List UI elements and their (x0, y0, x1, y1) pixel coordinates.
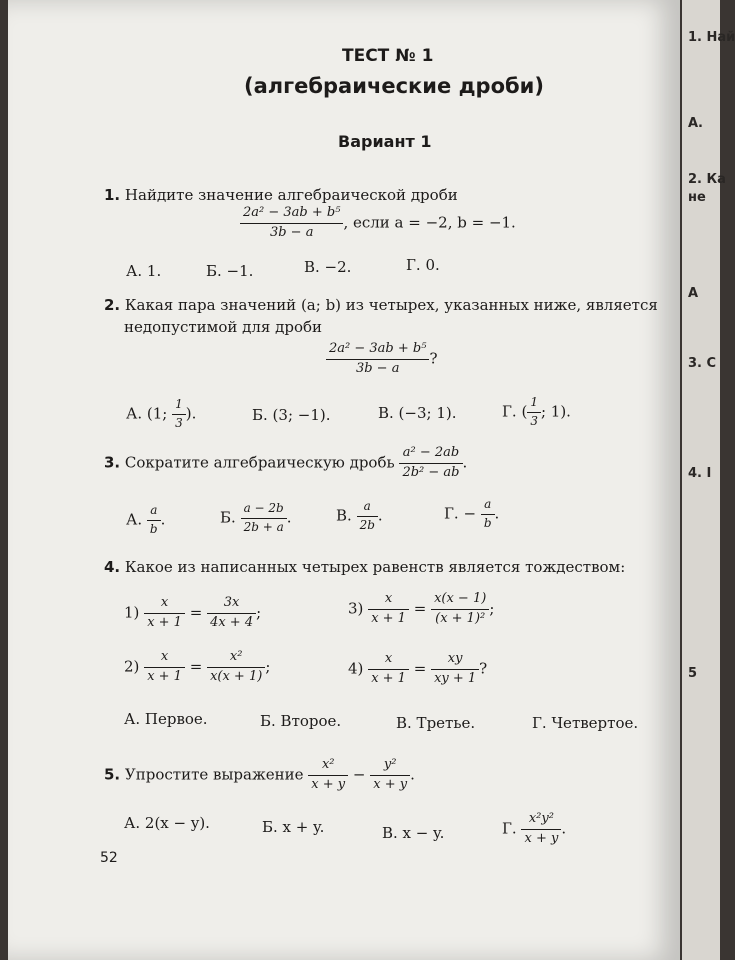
question-2-expression (326, 342, 437, 377)
side-text: 2. Ка (688, 172, 726, 187)
fraction (368, 652, 409, 687)
denominator: x(x + 1) (210, 668, 263, 684)
answer-suffix: . (286, 508, 292, 527)
question-3 (104, 446, 467, 481)
denominator: (x + 1)² (435, 610, 486, 626)
numerator: 1 (172, 398, 186, 415)
fraction (370, 758, 410, 793)
answer-suffix: ; 1). (540, 402, 571, 421)
question-1 (104, 186, 458, 204)
test-topic: (алгебраические дроби) (244, 74, 544, 98)
numerator: y² (370, 758, 410, 776)
equality-label: 4) (348, 659, 364, 678)
answer-suffix: . (160, 510, 166, 529)
fraction (481, 498, 495, 531)
denominator: x + 1 (371, 610, 406, 626)
numerator: x(x − 1) (431, 592, 489, 610)
answer-label: А. (126, 510, 143, 529)
question-text: Сократите алгебраическую дробь (124, 453, 395, 472)
answer-label: Г. (502, 819, 517, 838)
numerator: 2a² − 3ab + b⁵ (240, 206, 343, 224)
equality-label: 1) (124, 603, 140, 622)
q3-answer-b (220, 502, 292, 535)
denominator: x + y (524, 830, 559, 846)
answer-label: Б. (220, 508, 236, 527)
q2-answer-d (502, 396, 571, 429)
fraction (326, 342, 429, 377)
q5-answer-d (502, 812, 566, 847)
q5-answer-b: Б. x + y. (262, 818, 325, 836)
q4-equality-2: 2) $\frac{x}{x + 1}$ = $\frac{\text{x²}}{x(x + 1)}$ ; (124, 649, 271, 684)
minus-sign: − (352, 765, 366, 784)
denominator: 4x + 4 (210, 614, 254, 630)
numerator: a (357, 500, 378, 517)
side-text: А (688, 286, 699, 301)
question-number: 4. (104, 558, 121, 576)
question-number: 2. (104, 296, 121, 314)
fraction (207, 596, 256, 631)
question-number: 3. (104, 453, 121, 472)
page-number: 52 (100, 850, 118, 866)
denominator: 3b − a (269, 224, 314, 240)
numerator: x² (207, 650, 265, 668)
numerator: a² − 2ab (399, 446, 462, 464)
numerator: 3x (207, 596, 256, 614)
period: . (410, 765, 415, 784)
side-text: 4. I (688, 466, 712, 481)
denominator: x + 1 (147, 668, 182, 684)
test-title: ТЕСТ № 1 (342, 46, 434, 66)
denominator: 2b² − ab (402, 464, 460, 480)
numerator: x (368, 652, 409, 670)
side-text: 5 (688, 666, 698, 681)
numerator: x (368, 592, 409, 610)
q4-equality-1: 1) $\frac{x}{x + 1}$ = $\frac{3x}{4x + 4}$ ; (124, 595, 262, 630)
answer-suffix: ). (185, 404, 197, 423)
denominator: 3 (175, 415, 183, 430)
numerator: x (144, 650, 185, 668)
q1-answer-a: А. 1. (126, 262, 162, 280)
denominator: x + 1 (371, 670, 406, 686)
fraction (144, 596, 185, 631)
fraction (527, 396, 541, 429)
numerator: 2a² − 3ab + b⁵ (326, 342, 429, 360)
fraction (144, 650, 185, 685)
q5-answer-c: В. x − y. (382, 824, 445, 842)
denominator: b (149, 521, 158, 536)
question-1-expression (240, 206, 516, 241)
question-4 (104, 558, 625, 576)
period: . (462, 453, 468, 472)
q3-answer-d (444, 498, 499, 531)
numerator: x²y² (521, 812, 561, 830)
fraction (240, 206, 343, 241)
numerator: a − 2b (241, 502, 287, 519)
textbook-page (8, 0, 680, 960)
fraction (357, 500, 378, 533)
equality-suffix: ; (489, 599, 495, 618)
numerator: xy (431, 652, 479, 670)
denominator: x + y (311, 776, 346, 792)
q4-equality-3: 3) $\frac{x}{x + 1}$ = $\frac{x(x - 1)}{\text{(x + 1)²}}$ ; (348, 591, 495, 626)
question-mark: ? (429, 349, 438, 368)
q4-equality-4: 4) $\frac{x}{x + 1}$ = $\frac{xy}{xy + 1}$ ? (348, 651, 488, 686)
side-text: 3. С (688, 356, 717, 371)
question-5 (104, 758, 415, 793)
answer-prefix: Г. ( (502, 402, 528, 421)
fraction (399, 446, 462, 481)
question-number: 5. (104, 765, 121, 784)
equality-label: 3) (348, 599, 364, 618)
fraction (308, 758, 348, 793)
numerator: a (481, 498, 495, 515)
equality-suffix: ? (479, 659, 488, 678)
denominator: 3 (530, 413, 538, 428)
answer-suffix: . (494, 504, 500, 523)
numerator: 1 (527, 396, 541, 413)
q2-answer-c: В. (−3; 1). (378, 404, 457, 422)
denominator: x + y (373, 776, 408, 792)
denominator: 2b (359, 517, 375, 532)
equality-suffix: ; (265, 657, 271, 676)
q4-answer-b: Б. Второе. (260, 712, 342, 730)
denominator: xy + 1 (434, 670, 477, 686)
denominator: 3b − a (355, 360, 400, 376)
side-text: А. (688, 116, 703, 131)
q4-answer-c: В. Третье. (396, 714, 476, 732)
answer-label: В. (336, 506, 352, 525)
side-text: не (688, 190, 706, 205)
answer-suffix: . (561, 819, 567, 838)
q2-answer-b: Б. (3; −1). (252, 406, 331, 424)
fraction (431, 652, 479, 687)
question-number: 1. (104, 186, 121, 204)
adjacent-page (682, 0, 735, 960)
equality-suffix: ; (256, 603, 262, 622)
answer-prefix: А. (1; (126, 404, 168, 423)
q1-answer-d: Г. 0. (406, 256, 440, 274)
q1-answer-b: Б. −1. (206, 262, 254, 280)
fraction (521, 812, 561, 847)
bleed-through-text (480, 0, 640, 740)
q3-answer-a (126, 504, 165, 537)
denominator: 2b + a (243, 519, 284, 534)
question-2 (104, 296, 658, 314)
question-text-line1: Какая пара значений (a; b) из четырех, указанных ниже, является (124, 296, 658, 314)
q2-answer-a (126, 398, 196, 431)
fraction (147, 504, 161, 537)
question-2-line2: недопустимой для дроби (124, 318, 323, 336)
question-text: Упростите выражение (124, 765, 304, 784)
q3-answer-c (336, 500, 383, 533)
side-text: 1. Най (688, 30, 735, 45)
numerator: x² (308, 758, 348, 776)
q5-answer-a: А. 2(x − y). (124, 814, 210, 832)
fraction (241, 502, 287, 535)
answer-label: Г. − (444, 504, 477, 523)
q1-answer-c: В. −2. (304, 258, 352, 276)
fraction (431, 592, 489, 627)
numerator: a (147, 504, 161, 521)
condition: , если a = −2, b = −1. (343, 213, 516, 232)
numerator: x (144, 596, 185, 614)
q4-answer-d: Г. Четвертое. (532, 714, 639, 732)
equality-label: 2) (124, 657, 140, 676)
answer-suffix: . (377, 506, 383, 525)
fraction (368, 592, 409, 627)
denominator: x + 1 (147, 614, 182, 630)
q4-answer-a: А. Первое. (124, 710, 208, 728)
fraction (172, 398, 186, 431)
denominator: b (483, 515, 492, 530)
fraction (207, 650, 265, 685)
question-text: Найдите значение алгебраической дроби (124, 186, 458, 204)
variant-heading: Вариант 1 (338, 132, 432, 151)
question-text: Какое из написанных четырех равенств является тождеством: (124, 558, 626, 576)
